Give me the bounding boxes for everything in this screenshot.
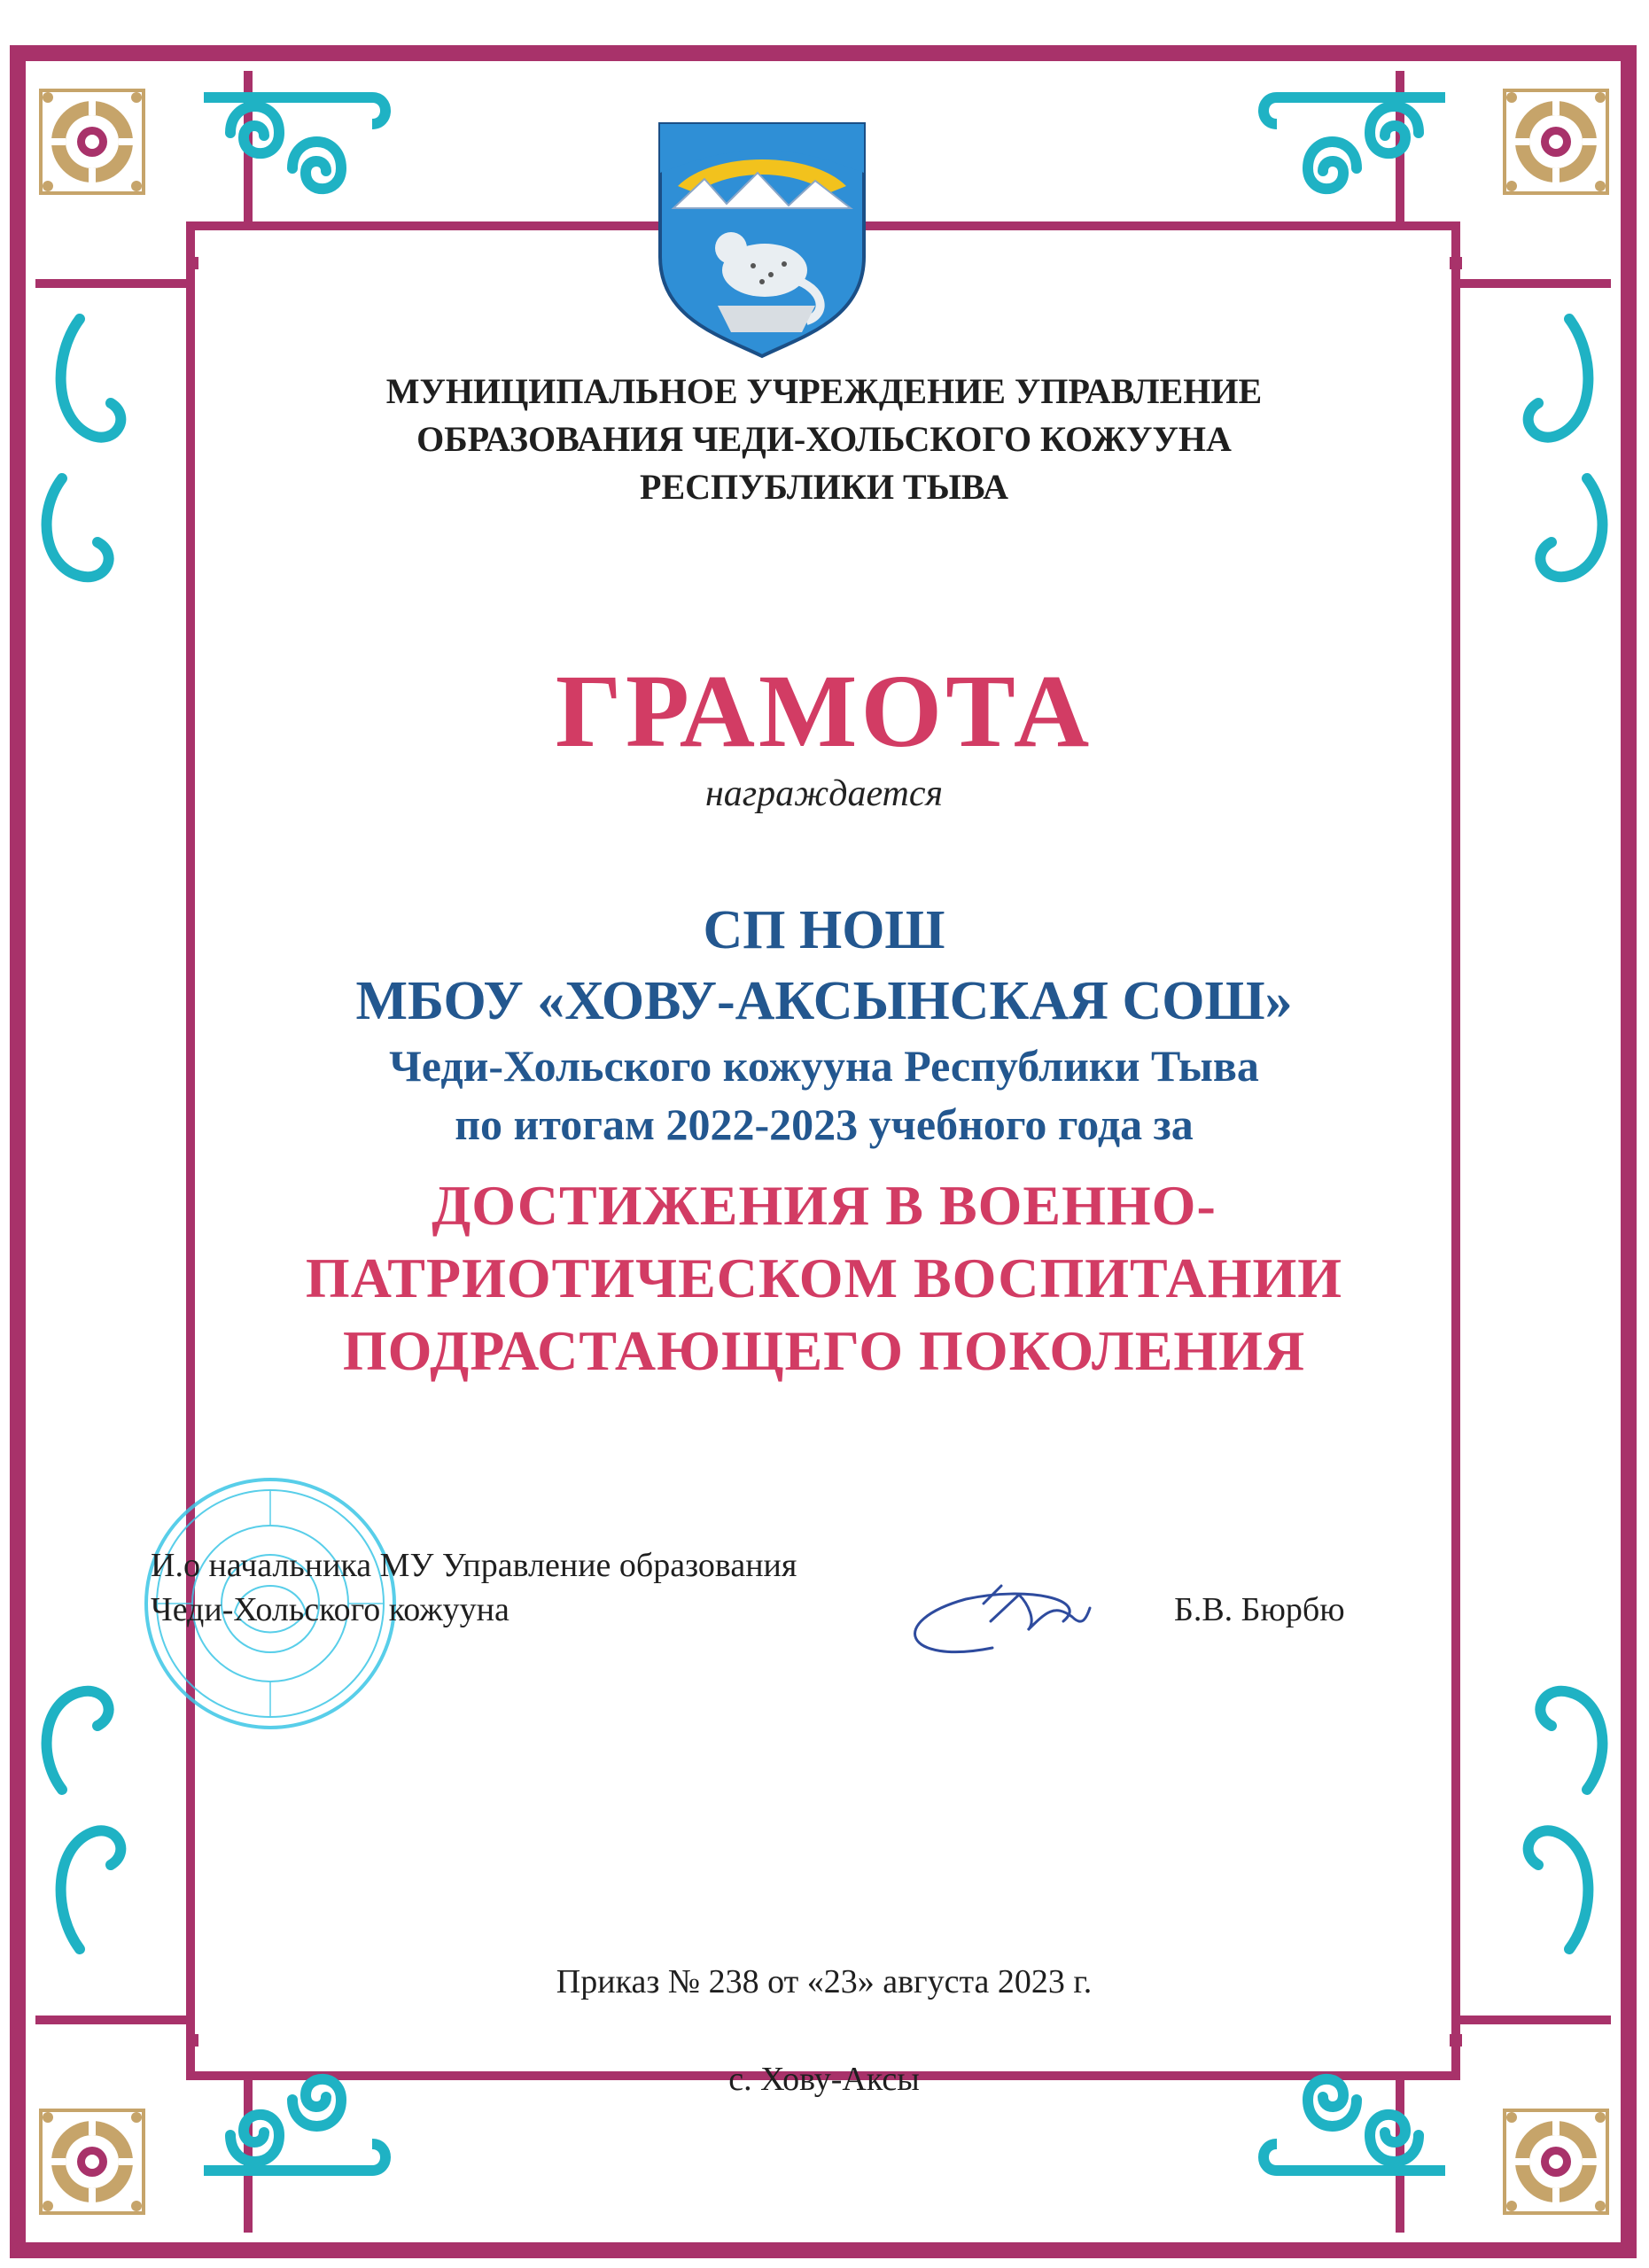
corner-rosette-bottom-left: [41, 2110, 144, 2213]
corner-rosette-top-right: [1505, 90, 1607, 193]
issuer-line-2: ОБРАЗОВАНИЯ ЧЕДИ-ХОЛЬСКОГО КОЖУУНА: [416, 419, 1232, 459]
signatory-position-line-1: И.о начальника МУ Управление образования: [151, 1547, 797, 1584]
issue-place: с. Хову-Аксы: [728, 2061, 920, 2098]
coat-of-arms-emblem: [660, 124, 864, 356]
issuer-header: [204, 368, 1444, 511]
signatory-position-line-2: Чеди-Хольского кожууна: [151, 1591, 509, 1628]
corner-rosette-bottom-right: [1505, 2110, 1607, 2213]
recipient-line-1: СП НОШ: [703, 900, 945, 960]
recipient-block: [204, 895, 1444, 1153]
recipient-line-4: по итогам 2022-2023 учебного года за: [455, 1099, 1194, 1149]
recipient-line-2: МБОУ «ХОВУ-АКСЫНСКАЯ СОШ»: [355, 971, 1293, 1031]
issuer-line-3: РЕСПУБЛИКИ ТЫВА: [640, 467, 1008, 507]
achievement-line-2: ПАТРИОТИЧЕСКОМ ВОСПИТАНИИ: [305, 1247, 1343, 1309]
corner-rosette-top-left: [41, 90, 144, 193]
signatory-name: Б.В. Бюрбю: [1174, 1591, 1345, 1628]
signatory-position: [151, 1543, 948, 1632]
issuer-line-1: МУНИЦИПАЛЬНОЕ УЧРЕЖДЕНИЕ УПРАВЛЕНИЕ: [385, 371, 1263, 411]
achievement-block: [204, 1169, 1444, 1387]
order-reference: Приказ № 238 от «23» августа 2023 г.: [556, 1963, 1093, 2000]
certificate-subtitle: награждается: [704, 773, 944, 814]
certificate-title: ГРАМОТА: [555, 653, 1093, 769]
achievement-line-3: ПОДРАСТАЮЩЕГО ПОКОЛЕНИЯ: [342, 1319, 1306, 1382]
recipient-line-3: Чеди-Хольского кожууна Республики Тыва: [389, 1041, 1259, 1091]
achievement-line-1: ДОСТИЖЕНИЯ В ВОЕННО-: [432, 1174, 1217, 1237]
